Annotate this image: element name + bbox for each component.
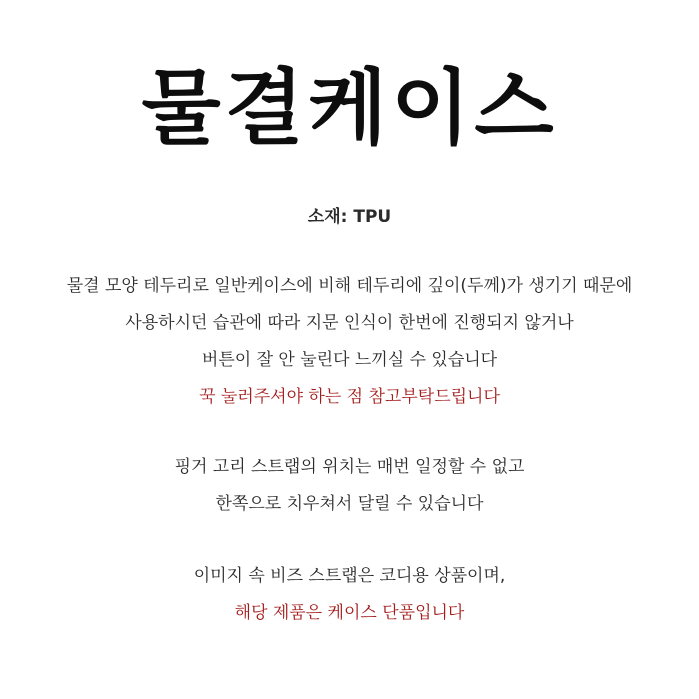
- product-scope-emphasis: 해당 제품은 케이스 단품입니다: [234, 603, 465, 623]
- notice-line: 사용하시던 습관에 따라 지문 인식이 한번에 진행되지 않거나: [125, 313, 574, 333]
- page-title: 물결케이스: [141, 61, 558, 156]
- strap-notice-line: 핑거 고리 스트랩의 위치는 매번 일정할 수 없고: [174, 457, 525, 477]
- notice-emphasis: 꾹 눌러주셔야 하는 점 참고부탁드립니다: [199, 387, 500, 407]
- notice-line: 물결 모양 테두리로 일반케이스에 비해 테두리에 깊이(두께)가 생기기 때문에: [66, 276, 633, 296]
- material-label: 소재: TPU: [307, 207, 392, 227]
- notice-line: 버튼이 잘 안 눌린다 느끼실 수 있습니다: [201, 350, 498, 370]
- bead-strap-notice: 이미지 속 비즈 스트랩은 코디용 상품이며,: [193, 566, 506, 586]
- strap-notice-line: 한쪽으로 치우쳐서 달릴 수 있습니다: [215, 494, 484, 514]
